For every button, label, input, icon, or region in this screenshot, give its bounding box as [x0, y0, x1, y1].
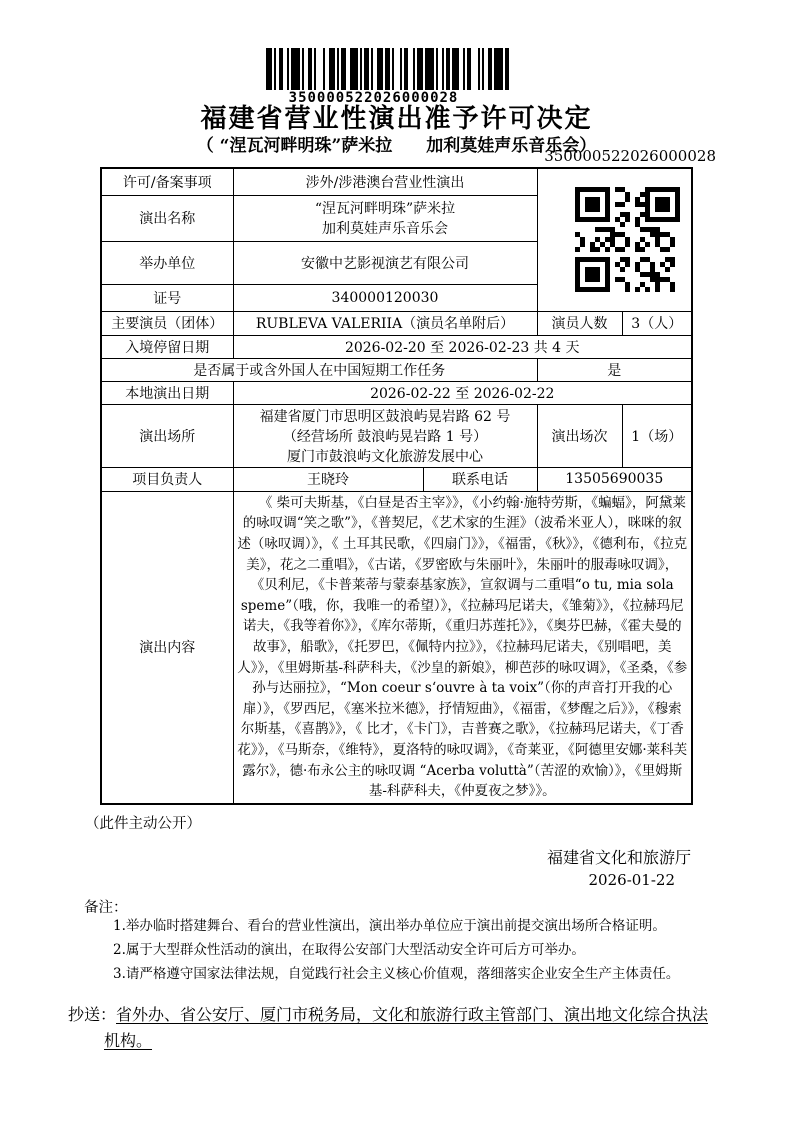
table-row [101, 311, 692, 335]
phone-label: 联系电话 [423, 467, 537, 491]
venue-label: 演出场所 [101, 404, 233, 467]
table-row [101, 491, 692, 804]
local-date-label: 本地演出日期 [101, 381, 233, 404]
qr-code [575, 187, 680, 292]
organizer-label: 举办单位 [101, 241, 233, 284]
performance-name-line2: 加利莫娃声乐音乐会 [322, 221, 448, 237]
remarks-list [113, 914, 679, 986]
phone-value: 13505690035 [537, 467, 692, 491]
cc-label: 抄送： [68, 1005, 117, 1024]
content-value [233, 491, 692, 804]
table-row [101, 335, 692, 358]
cert-no-value: 340000120030 [233, 284, 537, 311]
table-row [101, 358, 692, 381]
main-performer-value: RUBLEVA VALERIIA（演员名单附后） [233, 311, 537, 335]
remark-item: 2.属于大型群众性活动的演出，在取得公安部门大型活动安全许可后方可举办。 [113, 942, 585, 958]
manager-label: 项目负责人 [101, 467, 233, 491]
organizer-value: 安徽中艺影视演艺有限公司 [233, 241, 537, 284]
table-row [101, 381, 692, 404]
issue-date: 2026-01-22 [588, 871, 675, 889]
table-row [101, 168, 692, 195]
venue-line3: 厦门市鼓浪屿文化旅游发展中心 [287, 448, 483, 465]
cc-value: 省外办、省公安厅、厦门市税务局，文化和旅游行政主管部门、演出地文化综合执法机构。 [104, 1005, 709, 1050]
venue-value [233, 404, 537, 467]
remark-item: 1.举办临时搭建舞台、看台的营业性演出，演出举办单位应于演出前提交演出场所合格证明。 [113, 918, 666, 934]
barcode-number: 350000522026000028 [288, 90, 459, 106]
permit-table [100, 167, 693, 805]
manager-value: 王晓玲 [233, 467, 423, 491]
page-title: 福建省营业性演出准予许可决定 [200, 104, 593, 134]
local-date-value: 2026-02-22 至 2026-02-22 [233, 381, 692, 404]
qr-cell [537, 168, 692, 311]
entry-stay-value: 2026-02-20 至 2026-02-23 共 4 天 [233, 335, 692, 358]
performance-name-line1: “涅瓦河畔明珠”萨米拉 [314, 201, 456, 217]
cc-block [68, 1002, 712, 1054]
performance-name-value [233, 195, 537, 241]
show-count-label: 演出场次 [537, 404, 622, 467]
main-performer-label: 主要演员（团体） [101, 311, 233, 335]
venue-line2: （经营场所 鼓浪屿晃岩路 1 号） [282, 428, 488, 445]
short-term-work-value: 是 [537, 358, 692, 381]
entry-stay-label: 入境停留日期 [101, 335, 233, 358]
remark-item: 3.请严格遵守国家法律法规，自觉践行社会主义核心价值观，落细落实企业安全生产主体责任。 [113, 966, 680, 982]
venue-line1: 福建省厦门市思明区鼓浪屿晃岩路 62 号 [259, 408, 511, 425]
table-row [101, 467, 692, 491]
issuing-authority: 福建省文化和旅游厅 [546, 848, 691, 867]
permit-item-value: 涉外/涉港澳台营业性演出 [233, 168, 537, 195]
document-number: 350000522026000028 [544, 147, 716, 165]
public-disclosure-note: （此件主动公开） [85, 816, 201, 832]
remarks-label: 备注： [84, 900, 128, 916]
performer-count-value: 3（人） [622, 311, 692, 335]
content-label: 演出内容 [101, 491, 233, 804]
short-term-work-label: 是否属于或含外国人在中国短期工作任务 [101, 358, 537, 381]
page-subtitle: （ “涅瓦河畔明珠”萨米拉 加利莫娃声乐音乐会） [196, 136, 597, 156]
permit-item-label: 许可/备案事项 [101, 168, 233, 195]
show-count-value: 1（场） [622, 404, 692, 467]
table-row [101, 404, 692, 467]
content-text: 《 柴可夫斯基，《白昼是否主宰》》，《小约翰·施特劳斯，《蝙蝠》，阿黛莱的咏叹调“笑之歌”》，《普契尼，《艺术家的生涯》（波希米亚人），咪咪的叙述（咏叹调）》，《 土耳其民歌，《四扇门》》，《福雷，《秋》》，《德利布，《拉克美》，花之二重唱》，《古诺，《罗密欧与朱丽叶》，朱丽叶的服毒咏叹调》，《贝利尼，《卡普莱蒂与蒙泰基家族》，宣叙调与二重唱“o tu, mia sola speme”（哦，你，我唯一的希望）》，《拉赫玛尼诺夫，《雏菊》》，《拉赫玛尼诺夫，《我等着你》》，《库尔蒂斯，《重归苏莲托》》，《奥芬巴赫，《霍夫曼的故事》，船歌》，《托罗巴，《佩特内拉》》，《拉赫玛尼诺夫，《别唱吧，美人》》，《里姆斯基-科萨科夫，《沙皇的新娘》，柳芭莎的咏叹调》，《圣桑，《参孙与达丽拉》，“Mon coeur s‘ouvre à ta voix”（你的声音打开我的心扉）》，《罗西尼，《塞米拉米德》，抒情短曲》，《福雷，《梦醒之后》》，《穆索尔斯基，《喜鹊》》，《 比才，《卡门》，吉普赛之歌》，《拉赫玛尼诺夫，《丁香花》》，《马斯奈，《维特》，夏洛特的咏叹调》，《奇莱亚，《阿德里安娜·莱科芙露尔》，德·布永公主的咏叹调 “Acerba voluttà”（苦涩的欢愉）》，《里姆斯基-科萨科夫，《仲夏夜之梦》》。 [237, 494, 688, 800]
cert-no-label: 证号 [101, 284, 233, 311]
barcode [266, 48, 524, 90]
performance-name-label: 演出名称 [101, 195, 233, 241]
performer-count-label: 演员人数 [537, 311, 622, 335]
